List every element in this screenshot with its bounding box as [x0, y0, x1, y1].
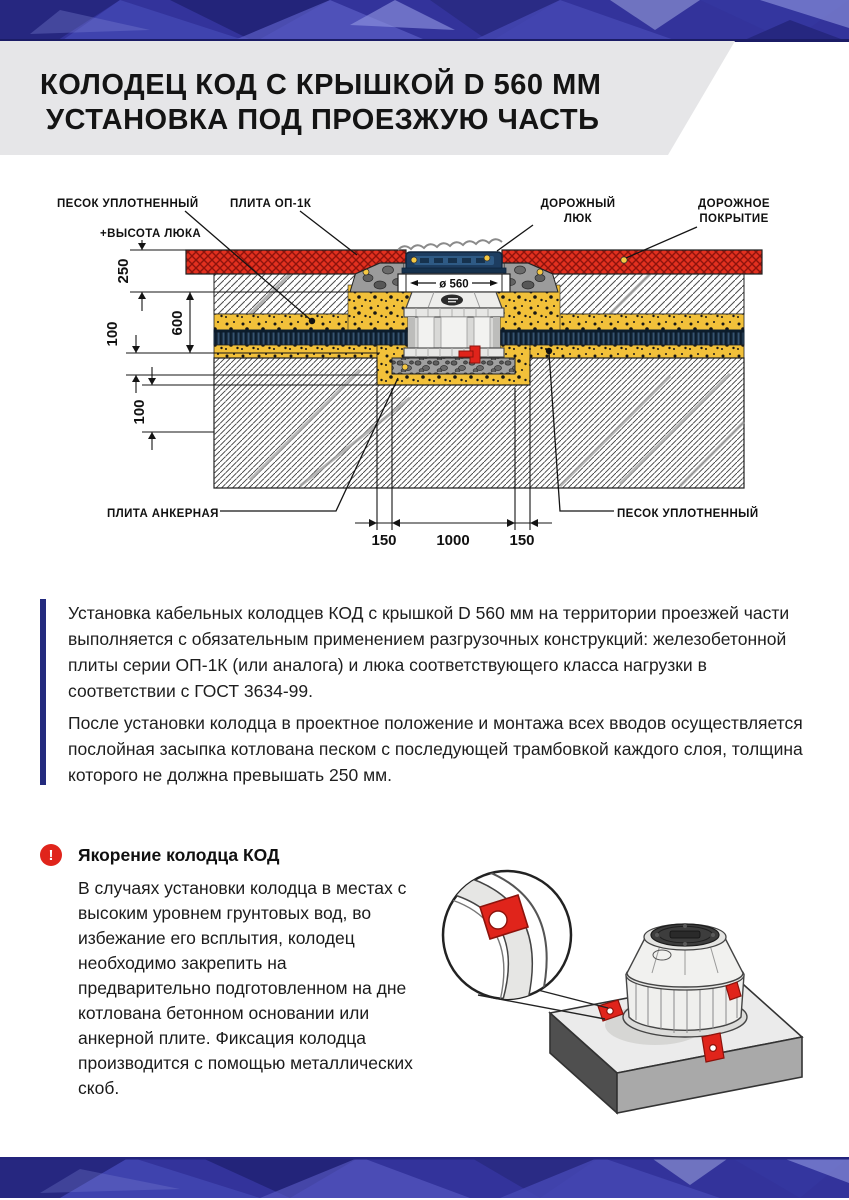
diameter-label: ø 560 — [439, 278, 469, 291]
alert-icon — [40, 844, 62, 866]
dim-150-left: 150 — [371, 532, 397, 549]
label-anchor-plate: ПЛИТА АНКЕРНАЯ — [107, 508, 219, 520]
leader-dot-sand-bottom — [546, 348, 552, 354]
alert-exclamation: ! — [48, 846, 54, 864]
page-title — [40, 68, 740, 138]
paragraph-installation: Установка кабельных колодцев КОД с крышкой D 560 мм на территории проезжей части выполняется с обязательным применением разгрузочных конструкций: железобетонной плиты серии ОП-1К (или аналога) и люка соответствующего класса нагрузки в соответствии с ГОСТ 3634-99. — [68, 603, 790, 701]
well-body — [404, 292, 504, 357]
anchor-gravel-bed — [392, 358, 515, 374]
footer-band — [0, 1157, 849, 1198]
road-hatch-cover — [402, 252, 506, 273]
label-road-surface-1: ДОРОЖНОЕ — [698, 198, 770, 210]
page-title-line2: УСТАНОВКА ПОД ПРОЕЗЖУЮ ЧАСТЬ — [46, 104, 600, 136]
dim-1000: 1000 — [436, 532, 470, 549]
lifting-chain — [398, 239, 502, 250]
page-title-line1: КОЛОДЕЦ КОД С КРЫШКОЙ D 560 ММ — [40, 69, 602, 101]
dim-100-lower: 100 — [131, 399, 148, 425]
brand-logo — [441, 295, 463, 306]
label-road-hatch-1: ДОРОЖНЫЙ — [540, 198, 616, 210]
leader-dot-anchor — [402, 364, 408, 370]
dim-250: 250 — [115, 258, 132, 284]
anchoring-illustration — [430, 845, 830, 1135]
label-road-hatch-2: ЛЮК — [563, 213, 593, 225]
paragraph-backfill: После установки колодца в проектное положение и монтажа всех вводов осуществляется послойная засыпка котлована песком с последующей трамбовкой каждого слоя, толщина которого не должна превышать 250 мм. — [68, 713, 803, 785]
label-hatch-height: +ВЫСОТА ЛЮКА — [100, 228, 202, 240]
callout-circle — [443, 867, 608, 1019]
well-3d — [623, 924, 747, 1037]
paragraph-accent-bar — [40, 599, 46, 785]
dim-150-right: 150 — [509, 532, 535, 549]
leader-dot-sand-top — [309, 318, 315, 324]
label-sand-bottom: ПЕСОК УПЛОТНЕННЫЙ — [617, 508, 759, 520]
note-heading: Якорение колодца КОД — [78, 845, 280, 865]
label-sand-top: ПЕСОК УПЛОТНЕННЫЙ — [57, 198, 199, 210]
installation-cross-section-diagram — [55, 185, 795, 565]
label-road-surface-2: ПОКРЫТИЕ — [699, 213, 769, 225]
note-body: В случаях установки колодца в местах с высоким уровнем грунтовых вод, во избежание его всплытия, колодец необходимо закрепить на предварительно подготовленном на дне котлована бетонном основании или анкерной плите. Фиксация колодца производится с помощью металлических скоб. — [78, 878, 413, 1098]
header-band — [0, 0, 849, 42]
dim-100-upper: 100 — [104, 321, 121, 347]
diameter-box — [398, 274, 510, 292]
dim-600: 600 — [169, 310, 186, 336]
label-plate-op1k: ПЛИТА ОП-1К — [230, 198, 312, 210]
